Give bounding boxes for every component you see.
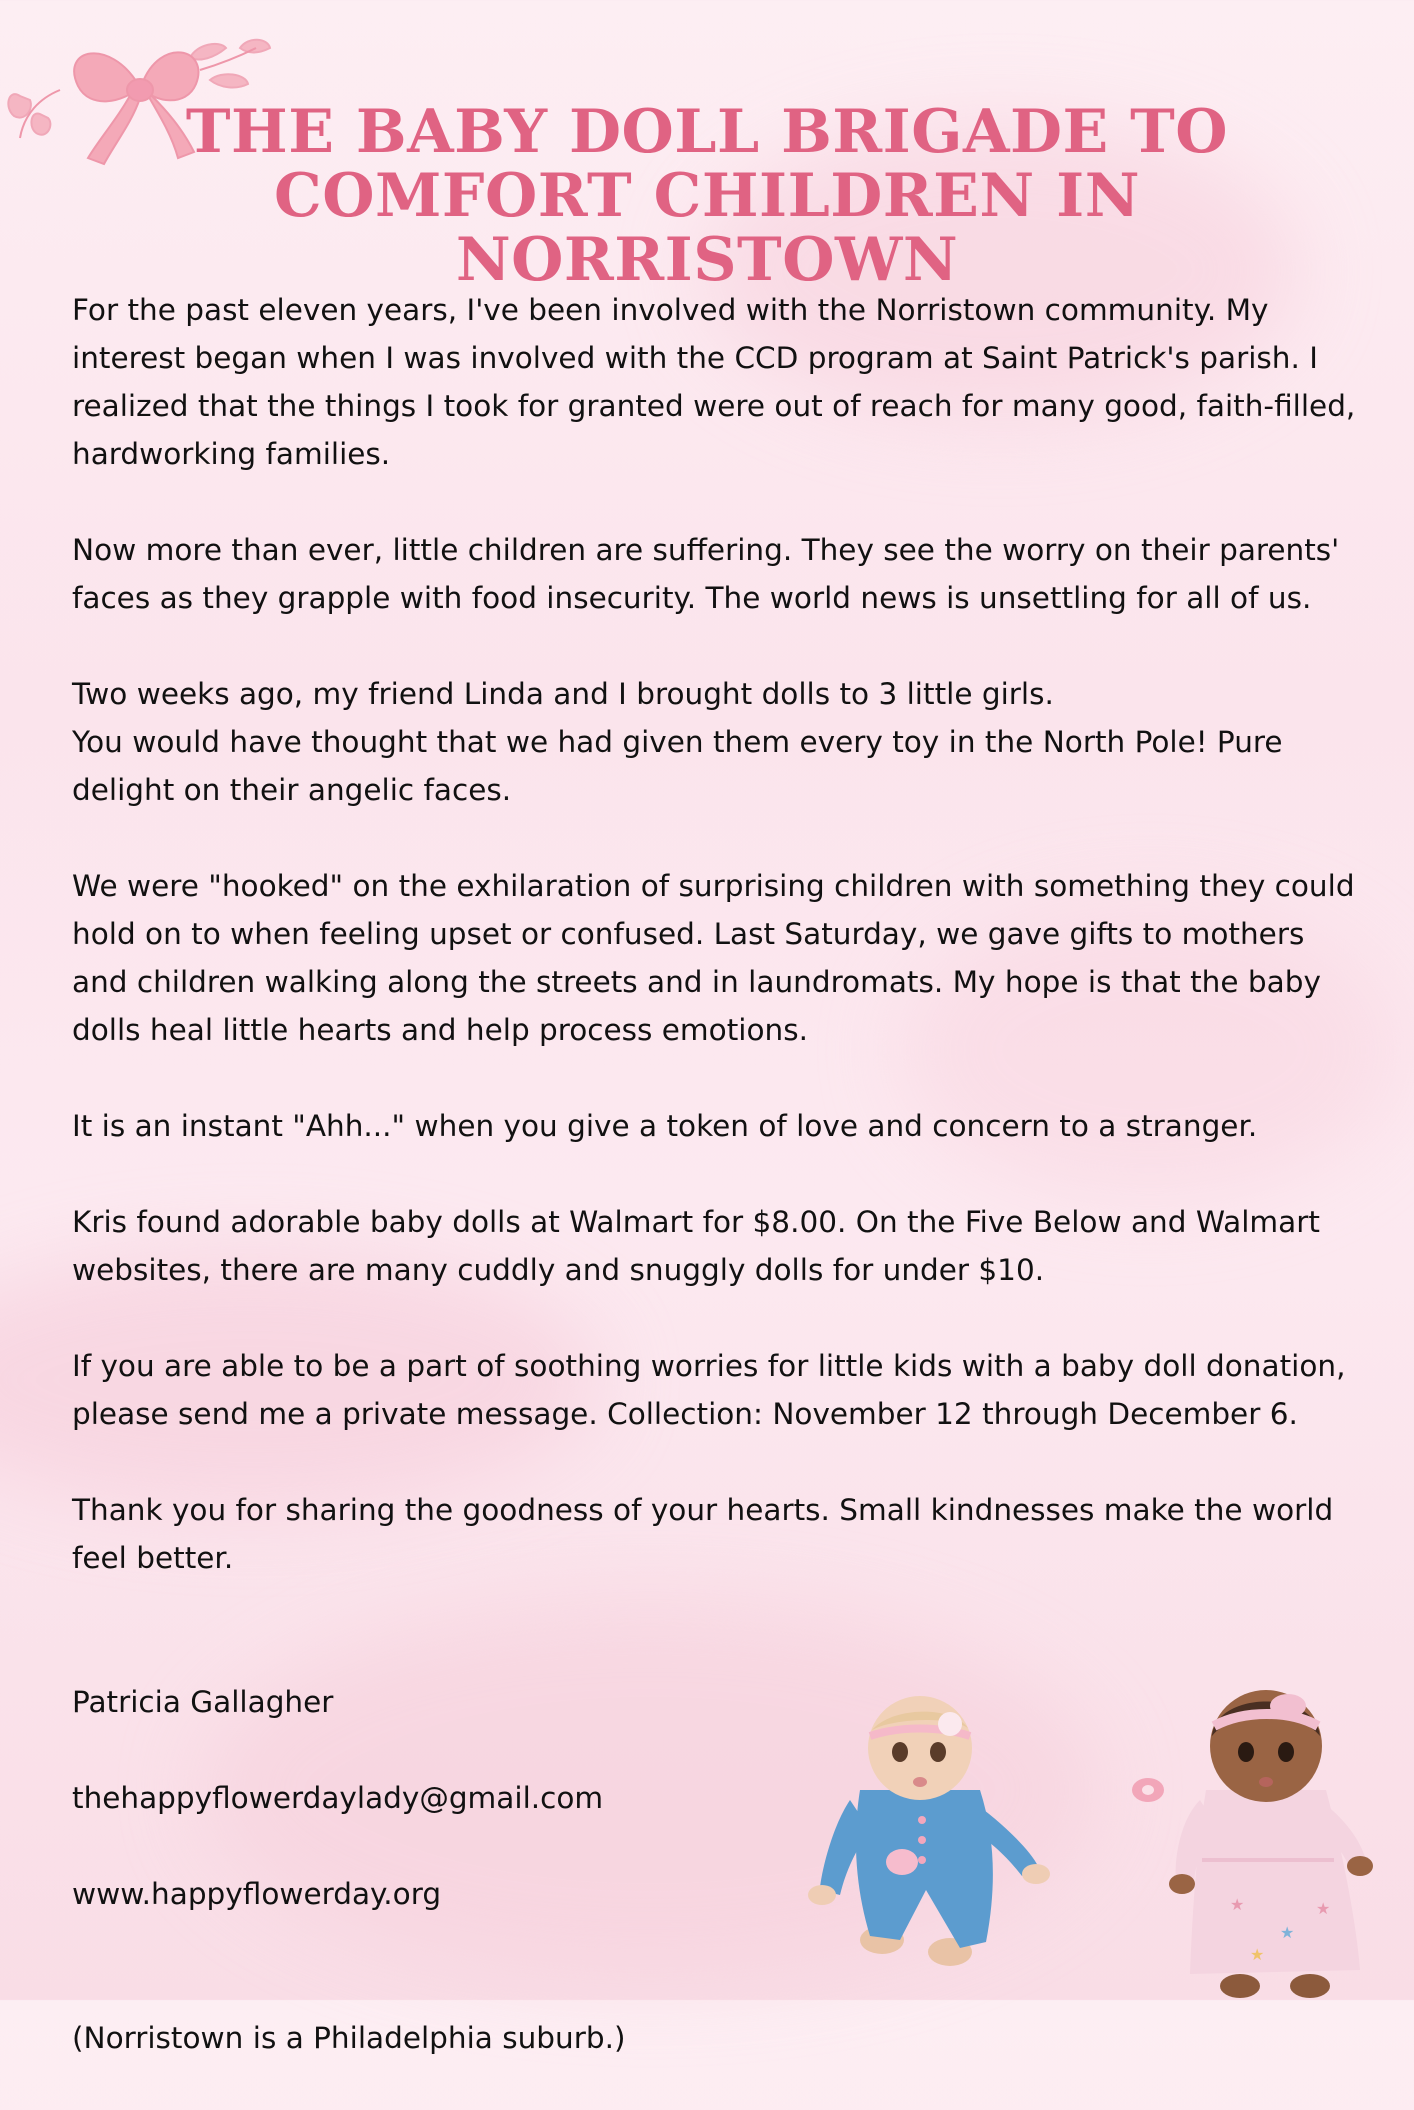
paragraph: Now more than ever, little children are suffering. They see the worry on their parents' faces as they grapple with food insecurity. The world news is unsettling for all of us. [72,533,1340,615]
svg-text:★: ★ [1250,1945,1265,1964]
svg-text:★: ★ [1280,1923,1295,1942]
title-line-1: THE BABY DOLL BRIGADE TO [185,97,1229,167]
title-line-2: COMFORT CHILDREN IN NORRISTOWN [273,161,1141,295]
contact-name: Patricia Gallagher [72,1685,334,1719]
svg-text:★: ★ [1316,1899,1331,1918]
paragraph: For the past eleven years, I've been involved with the Norristown community. My interest began when I was involved with the CCD program at Saint Patrick's parish. I realized that the things I took for granted were out of reach for many good, faith-filled, hardworking families. [72,293,1356,471]
paragraph: Thank you for sharing the goodness of your hearts. Small kindnesses make the world feel better. [72,1493,1334,1575]
paragraph: We were "hooked" on the exhilaration of surprising children with something they could hold on to when feeling upset or confused. Last Saturday, we gave gifts to mothers and children walking along the streets and in laundromats. My hope is that the baby dolls heal little hearts and help process emotions. [72,869,1355,1047]
page-title [80,97,1334,295]
svg-text:★: ★ [1230,1895,1245,1914]
footnote: (Norristown is a Philadelphia suburb.) [72,2021,626,2055]
baby-doll-pink-dress-icon [1120,1670,1410,2000]
paragraph: It is an instant "Ahh..." when you give a token of love and concern to a stranger. [72,1109,1258,1143]
paragraph: Two weeks ago, my friend Linda and I brought dolls to 3 little girls. You would have thought that we had given them every toy in the North Pole! Pure delight on their angelic faces. [72,677,1283,807]
contact-website[interactable]: www.happyflowerday.org [72,1877,442,1911]
paragraph: Kris found adorable baby dolls at Walmart for $8.00. On the Five Below and Walmart websites, there are many cuddly and snuggly dolls for under $10. [72,1205,1320,1287]
contact-email[interactable]: thehappyflowerdaylady@gmail.com [72,1781,604,1815]
paragraph: If you are able to be a part of soothing worries for little kids with a baby doll donation, please send me a private message. Collection: November 12 through December 6. [72,1349,1346,1431]
baby-doll-blue-outfit-icon [800,1690,1070,2000]
